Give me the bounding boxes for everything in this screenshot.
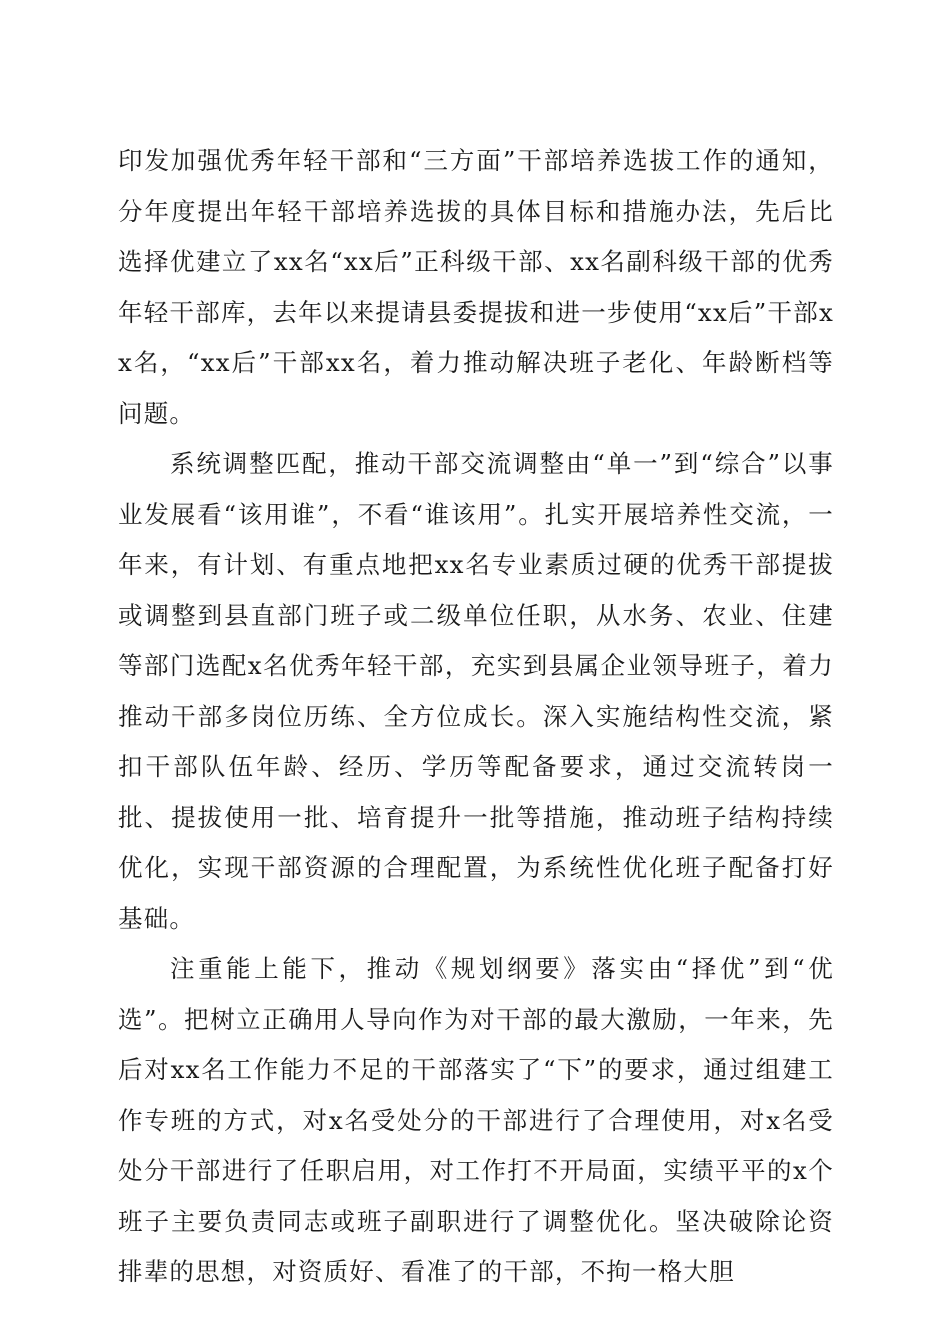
document-body [118,136,834,1298]
paragraph-3: 注重能上能下，推动《规划纲要》落实由“择优”到“优选”。把树立正确用人导向作为对干部的最大激励，一年来，先后对xx名工作能力不足的干部落实了“下”的要求，通过组建工作专班的方式，对x名受处分的干部进行了合理使用，对x名受处分干部进行了任职启用，对工作打不开局面，实绩平平的x个班子主要负责同志或班子副职进行了调整优化。坚决破除论资排辈的思想，对资质好、看准了的干部，不拘一格大胆 [118,954,834,1286]
paragraph-1: 印发加强优秀年轻干部和“三方面”干部培养选拔工作的通知，分年度提出年轻干部培养选拔的具体目标和措施办法，先后比选择优建立了xx名“xx后”正科级干部、xx名副科级干部的优秀年轻干部库，去年以来提请县委提拔和进一步使用“xx后”干部xx名，“xx后”干部xx名，着力推动解决班子老化、年龄断档等问题。 [118,146,834,428]
paragraph-2: 系统调整匹配，推动干部交流调整由“单一”到“综合”以事业发展看“该用谁”，不看“谁该用”。扎实开展培养性交流，一年来，有计划、有重点地把xx名专业素质过硬的优秀干部提拔或调整到县直部门班子或二级单位任职，从水务、农业、住建等部门选配x名优秀年轻干部，充实到县属企业领导班子，着力推动干部多岗位历练、全方位成长。深入实施结构性交流，紧扣干部队伍年龄、经历、学历等配备要求，通过交流转岗一批、提拔使用一批、培育提升一批等措施，推动班子结构持续优化，实现干部资源的合理配置，为系统性优化班子配备打好基础。 [118,449,834,933]
